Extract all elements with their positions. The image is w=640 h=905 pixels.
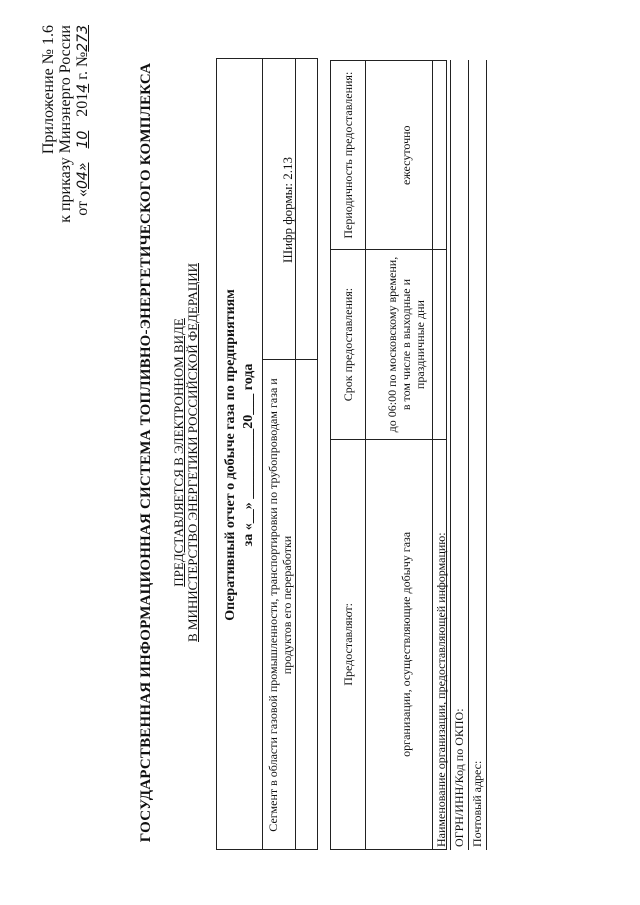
system-title: ГОСУДАРСТВЕННАЯ ИНФОРМАЦИОННАЯ СИСТЕМА ТОПЛИВНО-ЭНЕРГЕТИЧЕСКОГО КОМПЛЕКСА — [138, 62, 154, 843]
date-day: 04» — [75, 162, 91, 189]
electronic-line1: ПРЕДСТАВЛЯЕТСЯ В ЭЛЕКТРОННОМ ВИДЕ — [171, 318, 186, 587]
cell-deadline: до 06:00 по московскому времени, в том числе в выходные и праздничные дни — [366, 250, 447, 439]
electronic-line2: В МИНИСТЕРСТВО ЭНЕРГЕТИКИ РОССИЙСКОЙ ФЕДЕРАЦИИ — [185, 263, 200, 642]
org-name-line: Наименование организации, предоставляющей информацию: — [432, 60, 451, 850]
appendix-block — [40, 25, 92, 223]
address-line: Почтовый адрес: — [469, 60, 487, 850]
order-number: 273 — [75, 25, 91, 52]
cell-providers: организации, осуществляющие добычу газа — [366, 439, 447, 849]
footer-block — [432, 60, 487, 850]
cell-periodicity: ежесуточно — [366, 61, 447, 250]
header-providers: Предоставляют: — [331, 439, 366, 849]
date-month: 10 — [75, 130, 91, 149]
header-periodicity: Периодичность предоставления: — [331, 61, 366, 250]
date-prefix: от « — [74, 188, 91, 216]
header-deadline: Срок предоставления: — [331, 250, 366, 439]
form-code: Шифр формы: 2.13 — [280, 156, 295, 264]
appendix-line2: к приказу Минэнерго России — [57, 25, 74, 223]
submission-table — [330, 60, 447, 850]
date-year-suffix: 4 — [75, 83, 91, 93]
segment-text: Сегмент в области газовой промышленности, транспортировки по трубопроводам газа и продуктов его переработки — [266, 378, 294, 832]
date-year-prefix: 201 — [74, 92, 91, 117]
appendix-line1: Приложение № 1.6 — [40, 25, 57, 155]
appendix-line3 — [74, 25, 92, 223]
number-label: г. № — [74, 51, 91, 84]
electronic-notice — [172, 0, 200, 905]
report-period: за «__» __________20___ года — [241, 363, 256, 547]
table-header-row — [331, 61, 366, 850]
ogrn-line: ОГРН/ИНН/Код по ОКПО: — [451, 60, 469, 850]
report-title-block — [222, 60, 258, 850]
report-title: Оперативный отчет о добыче газа по предприятиям — [223, 289, 238, 621]
